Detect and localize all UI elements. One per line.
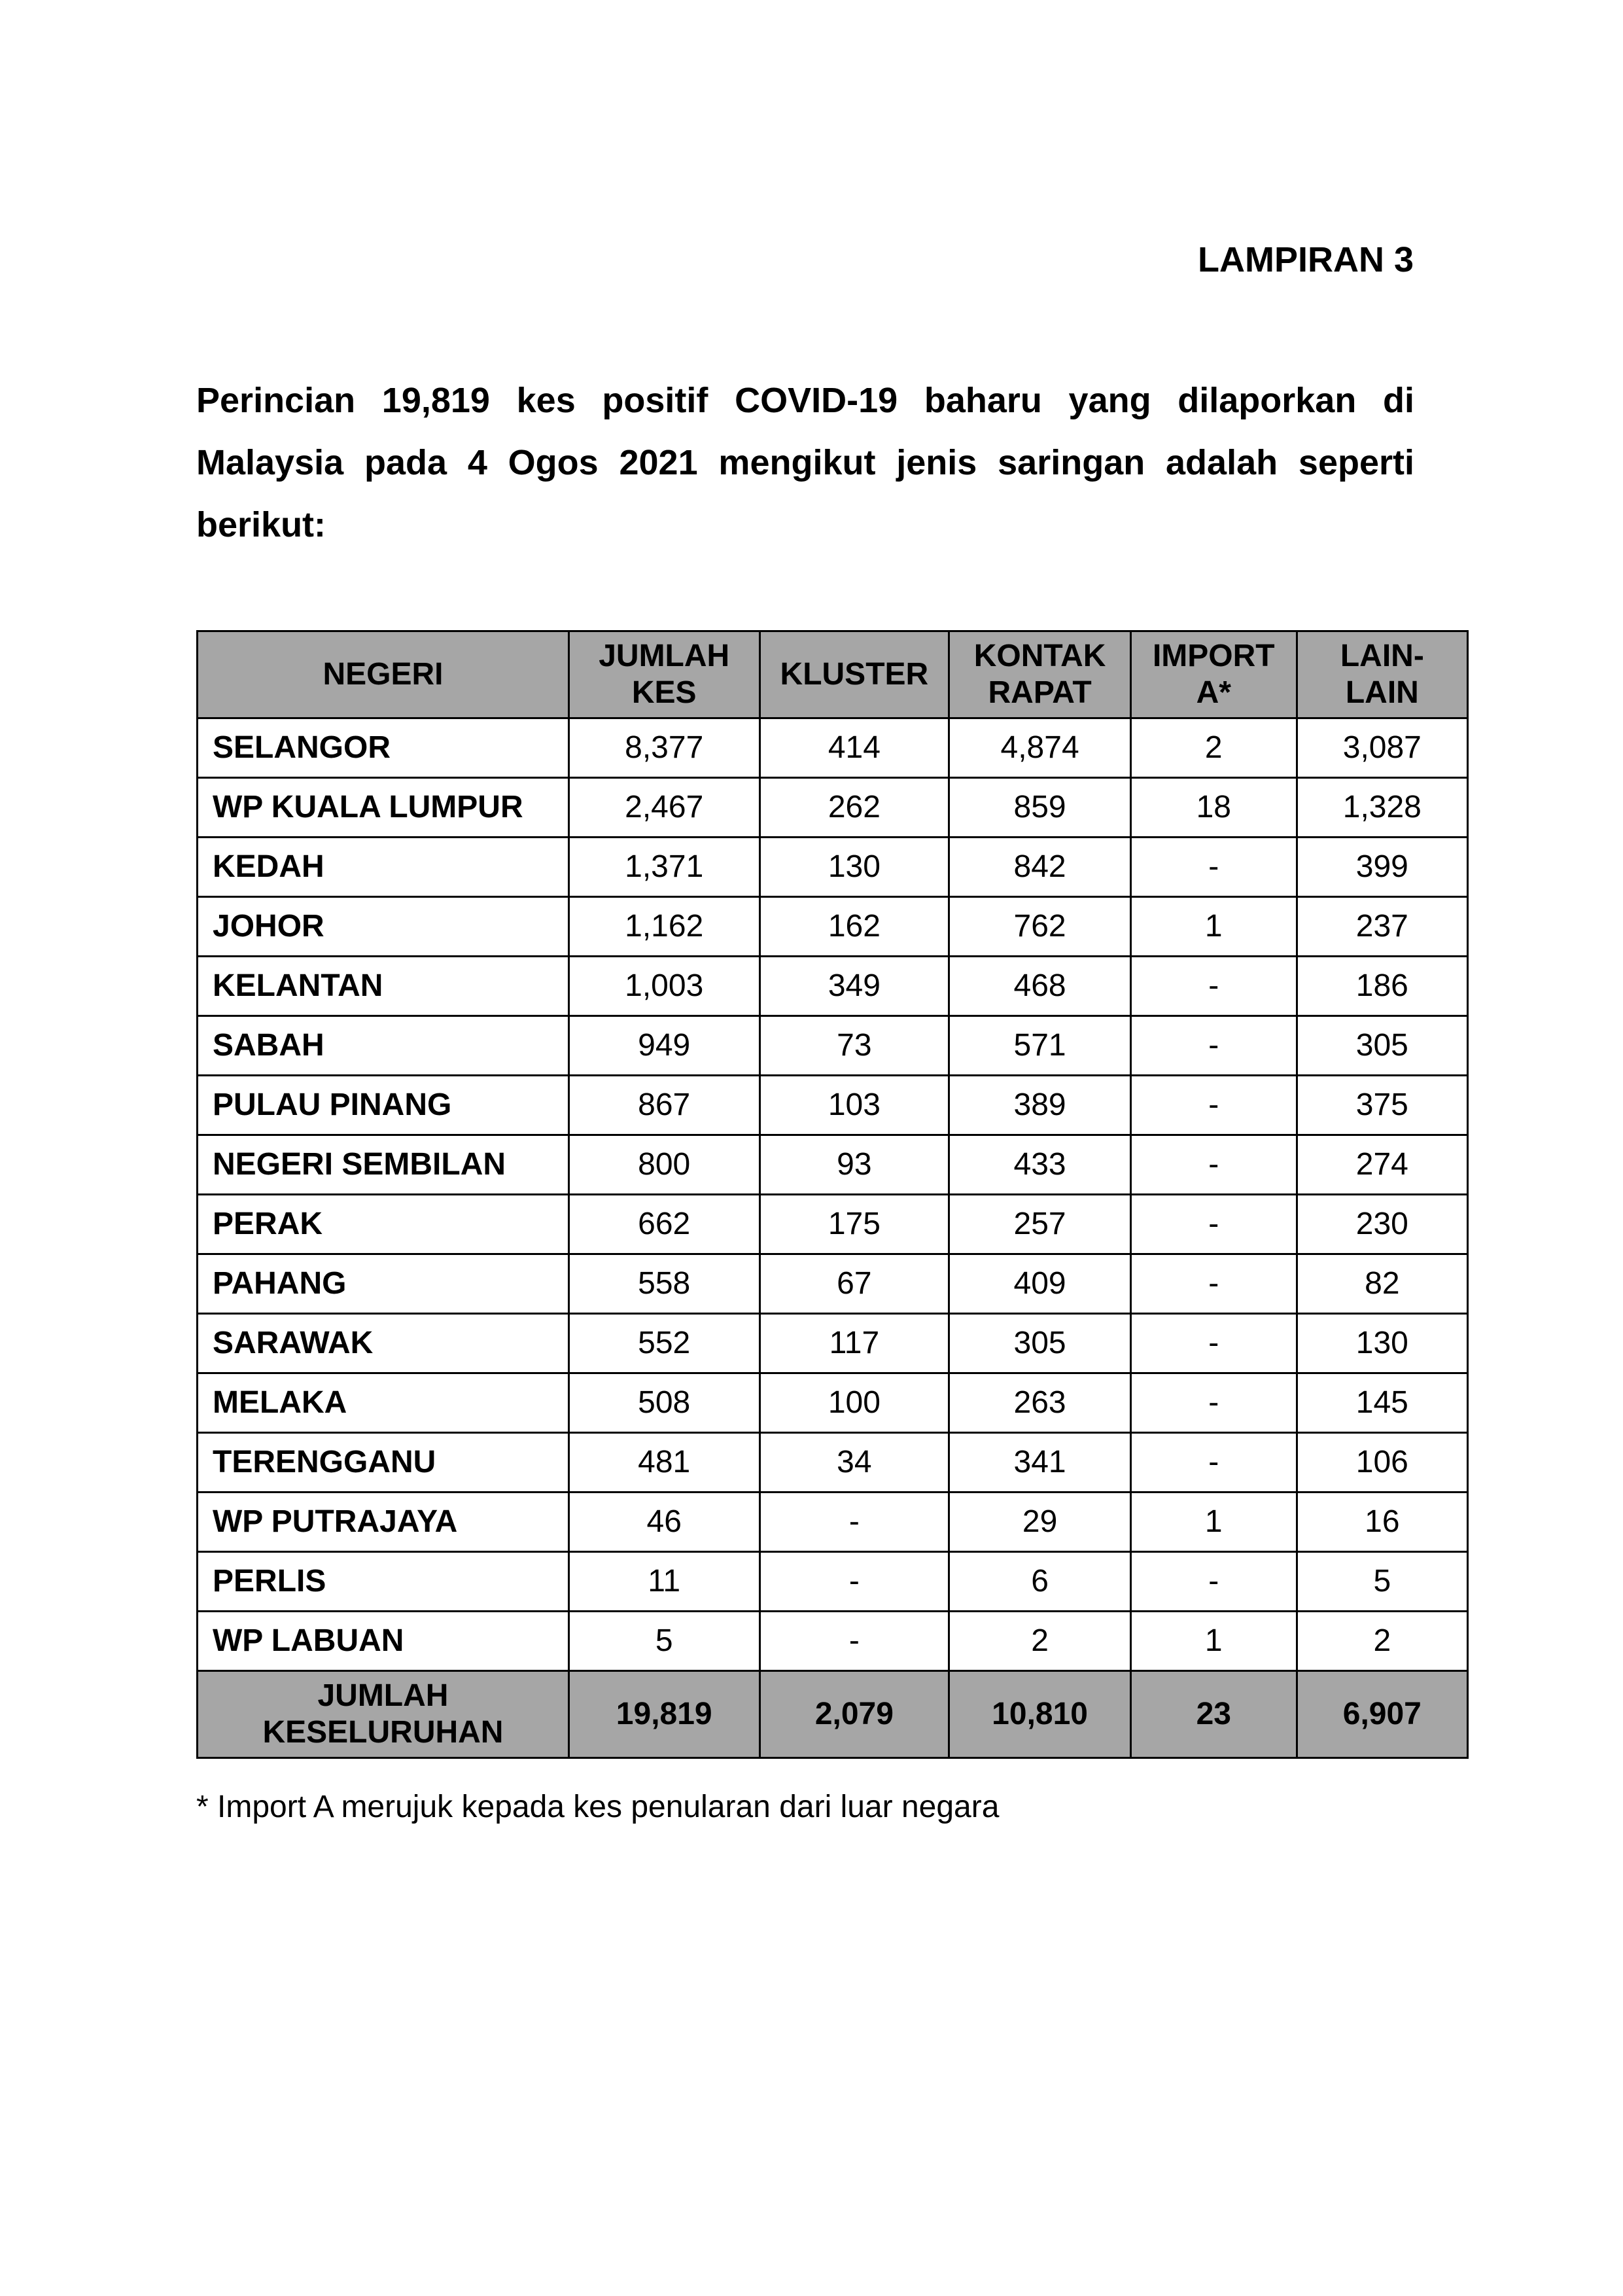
cell-jumlah-kes: 558: [568, 1254, 759, 1314]
cell-kontak-rapat: 571: [949, 1016, 1131, 1076]
cell-kluster: 162: [759, 897, 949, 957]
cell-state: PULAU PINANG: [198, 1076, 569, 1135]
cell-state: SABAH: [198, 1016, 569, 1076]
cell-kluster: 34: [759, 1433, 949, 1492]
cell-import-a: -: [1130, 1314, 1297, 1373]
cell-import-a: -: [1130, 1195, 1297, 1254]
cell-kontak-rapat: 409: [949, 1254, 1131, 1314]
header-kontak-rapat: [949, 631, 1131, 718]
header-jumlah-kes-line2: KES: [631, 675, 697, 710]
cell-import-a: -: [1130, 1254, 1297, 1314]
cell-kluster: 175: [759, 1195, 949, 1254]
header-kluster-text: KLUSTER: [780, 657, 929, 692]
table-body: [198, 718, 1468, 1671]
header-negeri: [198, 631, 569, 718]
cell-kontak-rapat: 341: [949, 1433, 1131, 1492]
cell-jumlah-kes: 11: [568, 1552, 759, 1612]
cell-state: WP LABUAN: [198, 1612, 569, 1671]
header-negeri-text: NEGERI: [323, 657, 444, 692]
cell-lain-lain: 305: [1297, 1016, 1467, 1076]
cell-kontak-rapat: 859: [949, 778, 1131, 838]
cell-jumlah-kes: 949: [568, 1016, 759, 1076]
cell-lain-lain: 399: [1297, 838, 1467, 897]
header-jumlah-kes-line1: JUMLAH: [599, 639, 730, 673]
cell-kluster: 414: [759, 718, 949, 778]
cell-lain-lain: 3,087: [1297, 718, 1467, 778]
cell-lain-lain: 5: [1297, 1552, 1467, 1612]
table-row: [198, 718, 1468, 778]
cell-lain-lain: 16: [1297, 1492, 1467, 1552]
cell-import-a: -: [1130, 957, 1297, 1016]
cell-state: PERLIS: [198, 1552, 569, 1612]
cell-state: SELANGOR: [198, 718, 569, 778]
cell-jumlah-kes: 2,467: [568, 778, 759, 838]
cell-kontak-rapat: 6: [949, 1552, 1131, 1612]
cell-kontak-rapat: 433: [949, 1135, 1131, 1195]
header-lain-lain: [1297, 631, 1467, 718]
table-row: [198, 1373, 1468, 1433]
cell-kluster: 67: [759, 1254, 949, 1314]
total-import-a: 23: [1130, 1671, 1297, 1758]
cell-kluster: 349: [759, 957, 949, 1016]
cell-import-a: -: [1130, 1433, 1297, 1492]
cell-state: JOHOR: [198, 897, 569, 957]
total-jumlah-kes: 19,819: [568, 1671, 759, 1758]
cell-kluster: 73: [759, 1016, 949, 1076]
table-row: [198, 838, 1468, 897]
table-row: [198, 1254, 1468, 1314]
cell-kontak-rapat: 257: [949, 1195, 1131, 1254]
cell-jumlah-kes: 481: [568, 1433, 759, 1492]
cell-jumlah-kes: 46: [568, 1492, 759, 1552]
cell-lain-lain: 130: [1297, 1314, 1467, 1373]
total-kluster: 2,079: [759, 1671, 949, 1758]
header-lain-lain-line1: LAIN-: [1340, 639, 1424, 673]
cell-jumlah-kes: 552: [568, 1314, 759, 1373]
cell-state: MELAKA: [198, 1373, 569, 1433]
header-row: [198, 631, 1468, 718]
cell-kluster: 100: [759, 1373, 949, 1433]
table-row: [198, 1195, 1468, 1254]
cell-lain-lain: 1,328: [1297, 778, 1467, 838]
cell-state: WP PUTRAJAYA: [198, 1492, 569, 1552]
header-import-a-line2: A*: [1196, 675, 1231, 710]
cell-kluster: 262: [759, 778, 949, 838]
cell-import-a: 1: [1130, 1612, 1297, 1671]
header-kontak-rapat-line2: RAPAT: [988, 675, 1092, 710]
cell-kluster: -: [759, 1492, 949, 1552]
cell-jumlah-kes: 1,003: [568, 957, 759, 1016]
cell-kontak-rapat: 4,874: [949, 718, 1131, 778]
cell-import-a: -: [1130, 1076, 1297, 1135]
table-row: [198, 778, 1468, 838]
table-row: [198, 1612, 1468, 1671]
cell-lain-lain: 82: [1297, 1254, 1467, 1314]
cell-kluster: -: [759, 1612, 949, 1671]
cell-state: KEDAH: [198, 838, 569, 897]
cell-jumlah-kes: 508: [568, 1373, 759, 1433]
header-kontak-rapat-line1: KONTAK: [973, 639, 1106, 673]
table-header: [198, 631, 1468, 718]
cell-state: SARAWAK: [198, 1314, 569, 1373]
cell-jumlah-kes: 867: [568, 1076, 759, 1135]
table-row: [198, 1016, 1468, 1076]
header-jumlah-kes: [568, 631, 759, 718]
table-row: [198, 897, 1468, 957]
cell-kluster: 93: [759, 1135, 949, 1195]
cell-state: PAHANG: [198, 1254, 569, 1314]
cell-kluster: 103: [759, 1076, 949, 1135]
cell-import-a: -: [1130, 1016, 1297, 1076]
table-row: [198, 1135, 1468, 1195]
annex-label: LAMPIRAN 3: [1197, 240, 1414, 279]
cell-state: WP KUALA LUMPUR: [198, 778, 569, 838]
cell-import-a: -: [1130, 1373, 1297, 1433]
total-label-line2: KESELURUHAN: [262, 1715, 504, 1750]
cell-state: KELANTAN: [198, 957, 569, 1016]
cell-kontak-rapat: 762: [949, 897, 1131, 957]
cell-import-a: -: [1130, 1135, 1297, 1195]
total-label-line1: JUMLAH: [317, 1678, 449, 1713]
cell-jumlah-kes: 662: [568, 1195, 759, 1254]
cell-lain-lain: 106: [1297, 1433, 1467, 1492]
cell-jumlah-kes: 8,377: [568, 718, 759, 778]
intro-paragraph: Perincian 19,819 kes positif COVID-19 baharu yang dilaporkan di Malaysia pada 4 Ogos 2021 mengikut jenis saringan adalah seperti berikut:: [196, 381, 1414, 544]
cell-import-a: -: [1130, 1552, 1297, 1612]
cell-lain-lain: 2: [1297, 1612, 1467, 1671]
cell-import-a: 1: [1130, 1492, 1297, 1552]
header-import-a-line1: IMPORT: [1152, 639, 1275, 673]
cell-jumlah-kes: 1,371: [568, 838, 759, 897]
cell-import-a: -: [1130, 838, 1297, 897]
cell-kontak-rapat: 2: [949, 1612, 1131, 1671]
cell-lain-lain: 274: [1297, 1135, 1467, 1195]
cell-lain-lain: 237: [1297, 897, 1467, 957]
total-label: [198, 1671, 569, 1758]
table-row: [198, 957, 1468, 1016]
total-lain-lain: 6,907: [1297, 1671, 1467, 1758]
cases-by-state-table: [196, 630, 1469, 1759]
cell-kluster: 117: [759, 1314, 949, 1373]
cell-import-a: 1: [1130, 897, 1297, 957]
cell-state: NEGERI SEMBILAN: [198, 1135, 569, 1195]
total-row: [198, 1671, 1468, 1758]
cell-jumlah-kes: 5: [568, 1612, 759, 1671]
cell-import-a: 2: [1130, 718, 1297, 778]
cell-lain-lain: 145: [1297, 1373, 1467, 1433]
cell-kontak-rapat: 263: [949, 1373, 1131, 1433]
table-row: [198, 1552, 1468, 1612]
cell-kluster: -: [759, 1552, 949, 1612]
cell-jumlah-kes: 1,162: [568, 897, 759, 957]
cell-lain-lain: 186: [1297, 957, 1467, 1016]
table-row: [198, 1433, 1468, 1492]
cell-lain-lain: 230: [1297, 1195, 1467, 1254]
cell-kontak-rapat: 389: [949, 1076, 1131, 1135]
table-footer: [198, 1671, 1468, 1758]
cell-kluster: 130: [759, 838, 949, 897]
cell-jumlah-kes: 800: [568, 1135, 759, 1195]
cell-state: PERAK: [198, 1195, 569, 1254]
table-row: [198, 1314, 1468, 1373]
header-lain-lain-line2: LAIN: [1345, 675, 1419, 710]
cell-kontak-rapat: 468: [949, 957, 1131, 1016]
cell-lain-lain: 375: [1297, 1076, 1467, 1135]
cell-kontak-rapat: 29: [949, 1492, 1131, 1552]
header-import-a: [1130, 631, 1297, 718]
footnote: * Import A merujuk kepada kes penularan dari luar negara: [196, 1790, 1000, 1824]
header-kluster: [759, 631, 949, 718]
cell-kontak-rapat: 305: [949, 1314, 1131, 1373]
table-row: [198, 1492, 1468, 1552]
cell-import-a: 18: [1130, 778, 1297, 838]
cell-kontak-rapat: 842: [949, 838, 1131, 897]
cell-state: TERENGGANU: [198, 1433, 569, 1492]
table-row: [198, 1076, 1468, 1135]
total-kontak-rapat: 10,810: [949, 1671, 1131, 1758]
